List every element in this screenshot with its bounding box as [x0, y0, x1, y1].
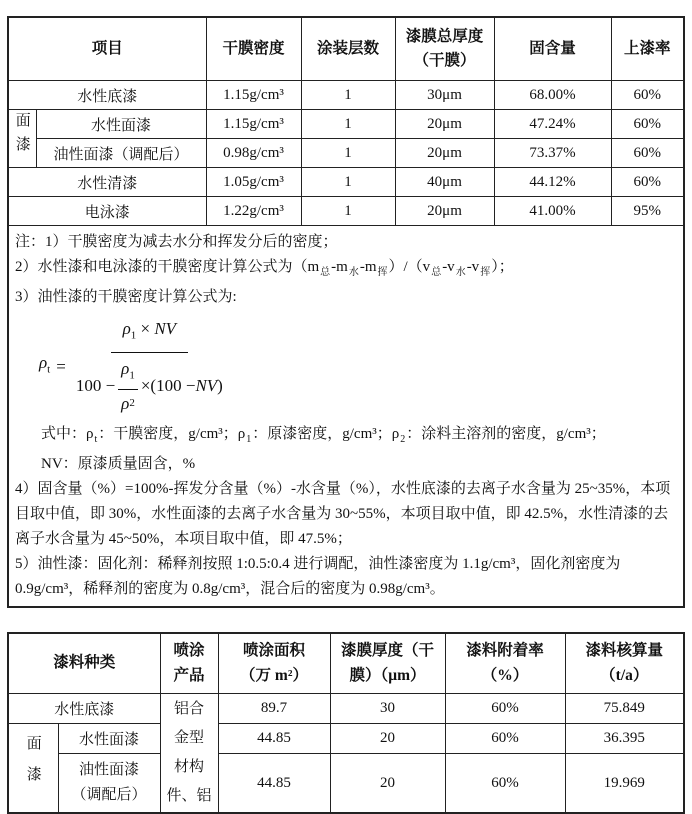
t1-cell-thickness: 20μm [395, 139, 494, 168]
t1-header-total-thickness-line2: （干膜） [413, 52, 476, 69]
t2-header-film-thickness: 漆膜厚度（干 膜）（μm） [330, 633, 445, 694]
t1-cell-layers: 1 [301, 139, 395, 168]
t2-header-sprayed-product: 喷涂 产品 [160, 633, 218, 694]
t1-row-waterborne-primer [8, 81, 684, 110]
t1-header-coating-layers: 涂装层数 [301, 17, 395, 81]
formula-lhs: $\rho_t$ [39, 352, 51, 376]
t1-cell-density: 1.22g/cm³ [206, 197, 301, 226]
t2-product-line: 件、铝 [166, 788, 212, 804]
t2-cell-adhesion: 60% [445, 754, 565, 814]
t1-header-item: 项目 [8, 17, 206, 81]
formula-numerator: $\rho_1$ × NV [111, 316, 189, 352]
t2-cell-amount: 36.395 [565, 724, 684, 754]
t2-header-paint-type: 漆料种类 [8, 633, 160, 694]
t2-product-line: 铝合 [174, 701, 205, 717]
dry-film-density-formula [39, 320, 675, 412]
t1-cell-solid: 44.12% [494, 168, 611, 197]
t2-topcoat-group-label: 面漆 [8, 724, 58, 814]
paint-accounting-table [7, 632, 685, 814]
t2-row-waterborne-primer [8, 694, 684, 724]
t2-sprayed-product-cell [160, 694, 218, 814]
t1-cell-name: 油性面漆（调配后） [36, 139, 206, 168]
t2-row-oilbased-topcoat [8, 754, 684, 814]
t1-cell-rate: 95% [611, 197, 684, 226]
note-1: 注：1）干膜密度为减去水分和挥发分后的密度； [15, 234, 338, 250]
note-4: 4）固含量（%）=100%-挥发分含量（%）-水含量（%），水性底漆的去离子水含量为 25~35%，本项目取中值，即 30%，水性面漆的去离子水含量为 30~55%，本项目取中值，即 42.5%，水性清漆的去离子水含量为 45~50%，本项目取中值，即 47.5%； [15, 481, 671, 547]
t2-product-line: 材构 [174, 759, 205, 775]
t2-cell-name: 水性底漆 [8, 694, 160, 724]
note-5: 5）油性漆：固化剂：稀释剂按照 1:0.5:0.4 进行调配，油性漆密度为 1.1g/cm³，固化剂密度为 0.9g/cm³，稀释剂的密度为 0.8g/cm³，混合后的密度为 0.98g/cm³。 [15, 556, 621, 597]
t1-cell-thickness: 40μm [395, 168, 494, 197]
t2-cell-adhesion: 60% [445, 724, 565, 754]
t1-header-row [8, 17, 684, 81]
t1-cell-name: 水性清漆 [8, 168, 206, 197]
t2-cell-amount: 19.969 [565, 754, 684, 814]
t1-cell-name: 电泳漆 [8, 197, 206, 226]
note-2: 2）水性漆和电泳漆的干膜密度计算公式为$(m_总-m_水-m_挥)/(v_总-v_水-v_挥)$； [15, 259, 514, 278]
t2-header-row [8, 633, 684, 694]
t1-cell-density: 1.15g/cm³ [206, 110, 301, 139]
t1-cell-name: 水性面漆 [36, 110, 206, 139]
t1-cell-rate: 60% [611, 81, 684, 110]
t1-cell-layers: 1 [301, 168, 395, 197]
t1-row-oilbased-topcoat [8, 139, 684, 168]
t2-cell-area: 89.7 [218, 694, 330, 724]
formula-fraction [76, 316, 223, 416]
t2-cell-thickness: 20 [330, 724, 445, 754]
t1-cell-solid: 41.00% [494, 197, 611, 226]
formula-where-line: 式中：$\rho_t$：干膜密度，g/cm³；$\rho_1$：原漆密度，g/cm³；$\rho_2$：涂料主溶剂的密度，g/cm³； [41, 426, 606, 445]
t1-header-total-thickness-line1: 漆膜总厚度 [405, 27, 484, 45]
t1-cell-name: 水性底漆 [8, 81, 206, 110]
t1-cell-rate: 60% [611, 139, 684, 168]
t1-row-waterborne-varnish [8, 168, 684, 197]
t1-header-dry-film-density: 干膜密度 [206, 17, 301, 81]
t2-cell-area: 44.85 [218, 724, 330, 754]
formula-inner-fraction: $\rho_1$ ρ 2 [118, 356, 138, 416]
t1-header-coating-rate: 上漆率 [611, 17, 684, 81]
t1-cell-layers: 1 [301, 197, 395, 226]
t1-cell-density: 0.98g/cm³ [206, 139, 301, 168]
t1-header-solid-content: 固含量 [494, 17, 611, 81]
t1-row-electrophoretic-paint [8, 197, 684, 226]
t1-cell-thickness: 30μm [395, 81, 494, 110]
t1-cell-density: 1.05g/cm³ [206, 168, 301, 197]
t1-cell-layers: 1 [301, 81, 395, 110]
t1-cell-solid: 68.00% [494, 81, 611, 110]
t2-cell-amount: 75.849 [565, 694, 684, 724]
coating-parameters-table [7, 16, 685, 608]
t1-notes [8, 226, 684, 608]
formula-nv-line: NV：原漆质量固含，% [41, 456, 196, 472]
t2-header-paint-amount: 漆料核算量 （t/a） [565, 633, 684, 694]
t1-cell-solid: 47.24% [494, 110, 611, 139]
t2-cell-thickness: 20 [330, 754, 445, 814]
t2-cell-area: 44.85 [218, 754, 330, 814]
t1-cell-thickness: 20μm [395, 197, 494, 226]
t1-cell-layers: 1 [301, 110, 395, 139]
t2-header-spray-area: 喷涂面积 （万 m²） [218, 633, 330, 694]
t1-header-total-thickness [395, 17, 494, 81]
t1-cell-rate: 60% [611, 110, 684, 139]
t2-product-line: 金型 [174, 730, 205, 746]
t1-cell-solid: 73.37% [494, 139, 611, 168]
formula-denominator: 100 − $\rho_1$ ρ 2 ×(100 − NV ) [76, 353, 223, 416]
t1-row-waterborne-topcoat [8, 110, 684, 139]
t2-row-waterborne-topcoat [8, 724, 684, 754]
t1-topcoat-group-label: 面漆 [8, 110, 36, 168]
t2-cell-name: 油性面漆 （调配后） [58, 754, 160, 814]
t1-cell-thickness: 20μm [395, 110, 494, 139]
t1-notes-row [8, 226, 684, 608]
t2-cell-name: 水性面漆 [58, 724, 160, 754]
note-3: 3）油性漆的干膜密度计算公式为: [15, 289, 237, 305]
t1-cell-density: 1.15g/cm³ [206, 81, 301, 110]
t1-cell-rate: 60% [611, 168, 684, 197]
t2-header-adhesion-rate: 漆料附着率 （%） [445, 633, 565, 694]
formula-equals: = [56, 356, 66, 376]
t2-cell-thickness: 30 [330, 694, 445, 724]
t2-cell-adhesion: 60% [445, 694, 565, 724]
